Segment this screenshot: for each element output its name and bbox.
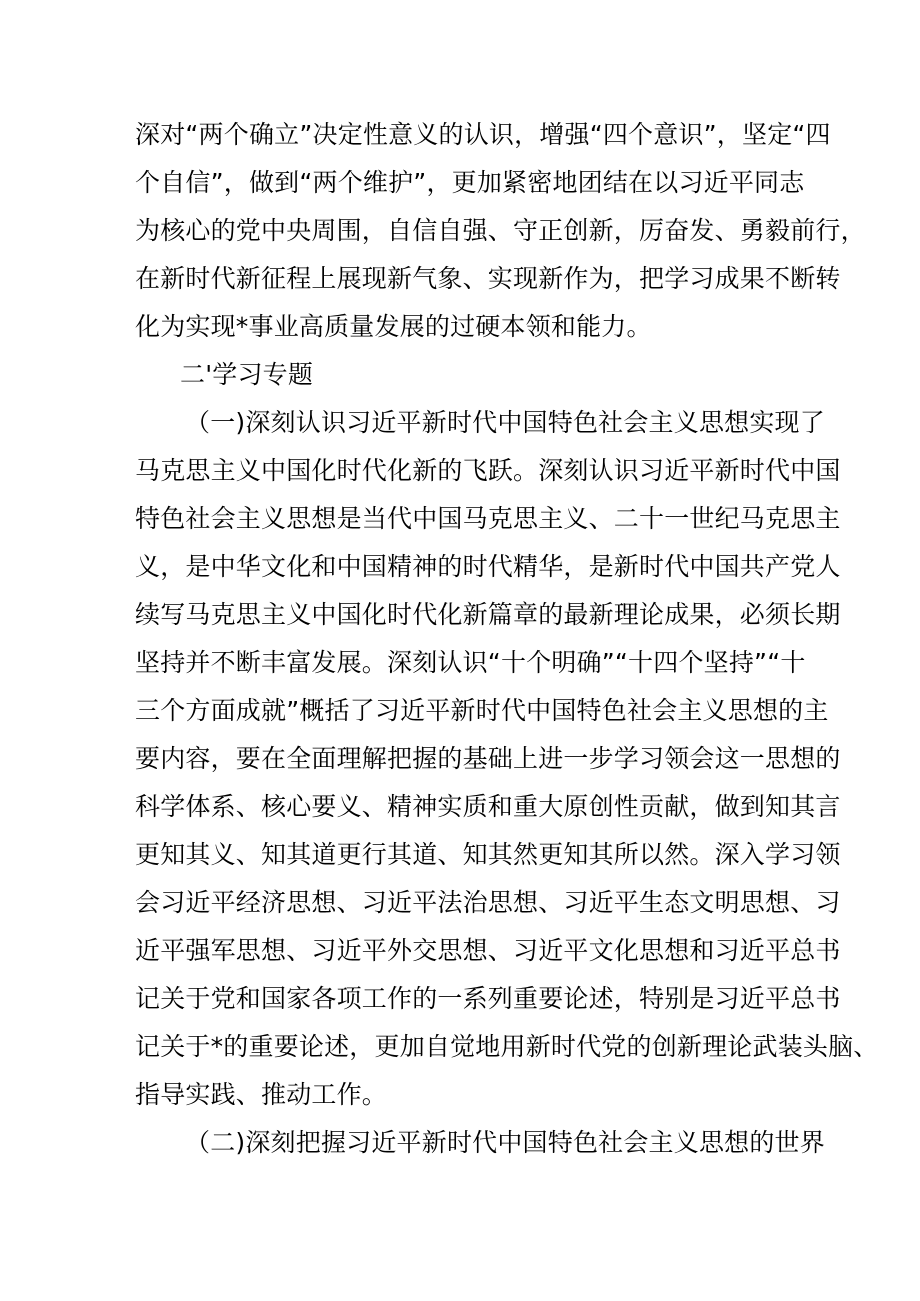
body-text-line: 指导实践、推动工作。 bbox=[135, 1080, 388, 1109]
body-text-line: 特色社会主义思想是当代中国马克思主义、二十一世纪马克思主 bbox=[135, 504, 841, 533]
body-text-line: 化为实现*事业高质量发展的过硬本领和能力。 bbox=[135, 312, 652, 341]
body-text-line: 续写马克思主义中国化时代化新篇章的最新理论成果，必须长期 bbox=[135, 600, 841, 629]
body-text-line: 要内容，要在全面理解把握的基础上进一步学习领会这一思想的 bbox=[135, 744, 841, 773]
body-text-line: 记关于*的重要论述，更加自觉地用新时代党的创新理论武装头脑、 bbox=[135, 1032, 879, 1061]
body-text-line: 为核心的党中央周围，自信自强、守正创新，厉奋发、勇毅前行， bbox=[135, 216, 866, 245]
body-text-line: 个自信”，做到“两个维护”，更加紧密地团结在以习近平同志 bbox=[135, 168, 805, 197]
subsection-heading-2: （二)深刻把握习近平新时代中国特色社会主义思想的世界 bbox=[185, 1128, 825, 1157]
body-text-line: 科学体系、核心要义、精神实质和重大原创性贡献，做到知其言 bbox=[135, 792, 841, 821]
body-text-line: 三个方面成就”概括了习近平新时代中国特色社会主义思想的主 bbox=[135, 696, 829, 725]
subsection-heading-1: （一)深刻认识习近平新时代中国特色社会主义思想实现了 bbox=[185, 408, 825, 437]
body-text-line: 会习近平经济思想、习近平法治思想、习近平生态文明思想、习 bbox=[135, 888, 841, 917]
body-text-line: 深对“两个确立”决定性意义的认识，增强“四个意识”，坚定“四 bbox=[135, 120, 831, 149]
section-heading: 二'学习专题 bbox=[180, 360, 314, 389]
body-text-line: 更知其义、知其道更行其道、知其然更知其所以然。深入学习领 bbox=[135, 840, 841, 869]
body-text-line: 在新时代新征程上展现新气象、实现新作为，把学习成果不断转 bbox=[135, 264, 841, 293]
body-text-line: 坚持并不断丰富发展。深刻认识“十个明确”“十四个坚持”“十 bbox=[135, 648, 806, 677]
body-text-line: 近平强军思想、习近平外交思想、习近平文化思想和习近平总书 bbox=[135, 936, 841, 965]
body-text-line: 马克思主义中国化时代化新的飞跃。深刻认识习近平新时代中国 bbox=[135, 456, 841, 485]
body-text-line: 记关于党和国家各项工作的一系列重要论述，特别是习近平总书 bbox=[135, 984, 841, 1013]
body-text-line: 义，是中华文化和中国精神的时代精华，是新时代中国共产党人 bbox=[135, 552, 841, 581]
